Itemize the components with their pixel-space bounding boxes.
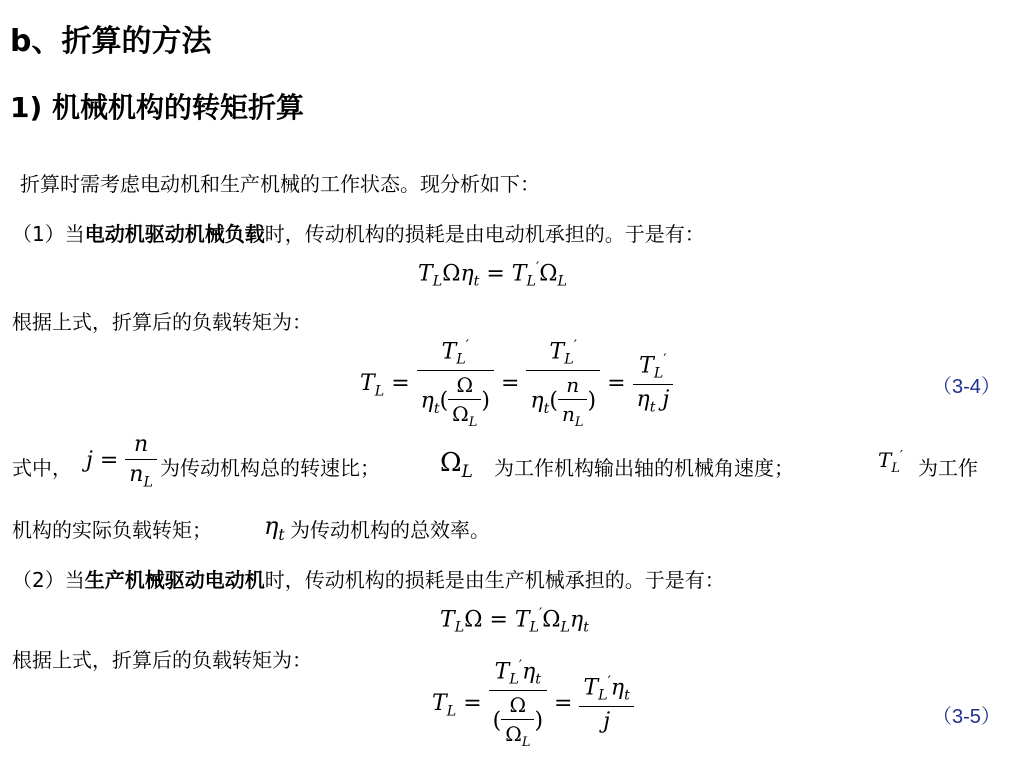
case1-suffix: 时，传动机构的损耗是由电动机承担的。于是有： xyxy=(264,222,705,246)
equation-power-balance-1: $T_L\Omega\eta_t = T_L'\Omega_L$ xyxy=(418,260,567,290)
derive2-text: 根据上式，折算后的负载转矩为： xyxy=(12,648,312,672)
equation-number-3-5: （3-5） xyxy=(932,706,1001,728)
omega-l-symbol: $\Omega_L$ xyxy=(440,448,473,482)
case2-suffix: 时，传动机构的损耗是由生产机械承担的。于是有： xyxy=(264,568,725,592)
equation-power-balance-2: $T_L\Omega = T_L'\Omega_L\eta_t$ xyxy=(440,606,589,636)
intro-text: 折算时需考虑电动机和生产机械的工作状态。现分析如下： xyxy=(20,172,540,196)
where-line2-a: 机构的实际负载转矩； xyxy=(12,518,212,542)
derive1-text: 根据上式，折算后的负载转矩为： xyxy=(12,310,312,334)
case2-text xyxy=(12,564,725,593)
where-line2-b: 为传动机构的总效率。 xyxy=(290,518,490,542)
case1-prefix: （1）当 xyxy=(12,222,85,246)
eta-t-symbol: $\eta_t$ xyxy=(264,512,285,544)
tl-prime-symbol: $T_L'$ xyxy=(878,448,903,476)
ratio-definition: j = $\frac{n}{n_L}$ xyxy=(86,432,157,490)
equation-3-4: $T_L$ = $T_L'$ $\eta_t$( $\frac{\Omega}{\Omega_L}$ ) = $T_L'$ $\eta_t$( $\frac{n}{n_L}$ ) = $\frac{T_L'}{\eta_t j}$ xyxy=(360,338,673,430)
equation-number-3-4: （3-4） xyxy=(932,376,1001,398)
case2-highlight: 生产机械驱动电动机 xyxy=(84,568,265,592)
case1-text xyxy=(12,218,705,247)
where-prefix: 式中， xyxy=(12,456,72,480)
case2-prefix: （2）当 xyxy=(12,568,85,592)
equation-3-5: $T_L$ = $T_L'\eta_t$ ( $\frac{\Omega}{\Omega_L}$ ) = $\frac{T_L'\eta_t}{j}$ xyxy=(432,658,634,750)
where-j-description: 为传动机构总的转速比； xyxy=(160,456,380,480)
case1-highlight: 电动机驱动机械负载 xyxy=(84,222,265,246)
where-tl-description: 为工作 xyxy=(918,456,978,480)
where-omega-description: 为工作机构输出轴的机械角速度； xyxy=(494,456,794,480)
section-heading: b、折算的方法 xyxy=(10,24,212,59)
subsection-heading: 1) 机械机构的转矩折算 xyxy=(10,91,305,124)
